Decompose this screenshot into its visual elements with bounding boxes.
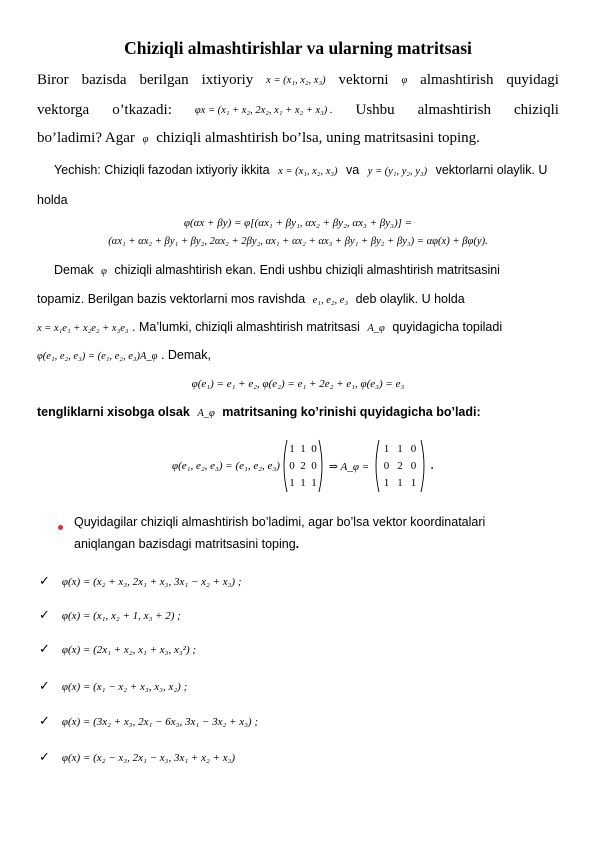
exercise-item [39,748,235,766]
solution-text: Demak [54,263,94,277]
matrix-left-paren [284,440,287,492]
problem-text: bo’ladimi? Agar [37,130,135,146]
problem-text: chiziqli almashtirish bo’lsa, uning matritsasini toping. [156,130,480,146]
matrix-left-paren [376,440,379,492]
matrix-entry: 0 [289,460,295,472]
math-decomposition: x = x₁e₁ + x₂e₂ + x₃e₃ [37,323,129,334]
exercise-line-2 [74,537,299,551]
math-vector-y: y = (y₁, y₂, y₃) [367,166,428,177]
solution-line-2: holda [37,193,68,207]
exercise-item [39,677,187,695]
matrix-entry: 0 [311,460,317,472]
problem-word: ixtiyoriy [201,72,254,88]
problem-word: o’tkazadi: [112,102,172,118]
math-phi: φ [142,134,149,145]
matrix-entry: 1 [383,443,390,455]
matrix-entry: 0 [410,460,417,472]
solution-text: vektorlarni olaylik. U [435,163,548,177]
exercise-formula: φ(x) = (2x₁ + x₂, x₁ + x₃, x₃²) ; [61,644,197,656]
problem-word: vektorni [338,72,389,88]
problem-line-2 [37,102,559,119]
solution-text: tengliklarni xisobga olsak [37,405,190,419]
matrix-entry: 0 [311,443,317,455]
solution-line-1 [54,163,547,177]
problem-word: Ushbu [355,102,395,118]
solution-text: . Ma’lumki, chiziqli almashtirish matritsasi [132,320,360,334]
matrix-entry: 1 [410,477,417,489]
exercise-text: aniqlangan bazisdagi matritsasini toping [74,537,296,551]
matrix-right-paren [319,440,322,492]
matrix-equation-left: φ(e₁, e₂, e₃) = (e₁, e₂, e₃) [172,460,280,472]
checkmark-icon: ✓ [39,608,50,623]
matrix-entry: 1 [289,477,295,489]
solution-text: . Demak, [160,348,211,362]
exercise-item [39,640,196,658]
solution-line-3 [54,263,500,277]
exercise-item [39,606,181,624]
math-matrix-definition: φ(e₁, e₂, e₃) = (e₁, e₂, e₃)A_φ [37,351,158,362]
solution-text: deb olaylik. U holda [355,292,465,306]
exercise-item [39,572,242,590]
problem-word: almashtirish [420,72,494,88]
math-vector-x: x = (x₁, x₂, x₃) [266,75,326,86]
problem-word: berilgan [139,72,189,88]
checkmark-icon: ✓ [39,642,50,657]
exercise-formula: φ(x) = (3x₂ + x₃, 2x₁ − 6x₃, 3x₁ − 3x₂ + x₃) ; [61,716,258,728]
problem-line-1 [37,72,559,89]
problem-word: vektorga [37,102,90,118]
problem-word: Biror [37,72,69,88]
matrix-entry: 2 [397,460,403,472]
exercise-formula: φ(x) = (x₂ + x₃, 2x₁ + x₃, 3x₁ − x₂ + x₃) ; [61,576,242,588]
checkmark-icon: ✓ [39,714,50,729]
exercise-text: . [295,537,300,551]
solution-line-6 [37,348,211,362]
math-vector-x: x = (x₁, x₂, x₃) [278,166,338,177]
math-matrix-symbol: A_φ [197,408,215,419]
page-title: Chiziqli almashtirishlar va ularning matritsasi [124,38,472,58]
math-phi: φ [101,266,107,277]
exercise-formula: φ(x) = (x₁ − x₂ + x₃, x₃, x₂) ; [61,681,188,693]
equation-linearity-1: φ(αx + βy) = φ[(αx₁ + βy₁, αx₂ + βy₂, αx₃ + βy₃)] = [183,217,413,229]
problem-line-3 [37,130,480,147]
matrix-entry: 0 [383,460,390,472]
matrix-left [280,438,326,494]
exercise-formula: φ(x) = (x₂ − x₃, 2x₁ − x₃, 3x₁ + x₂ + x₃) [61,752,236,764]
solution-text: Yechish: Chiziqli fazodan ixtiyoriy ikkita [54,163,270,177]
problem-word: quyidagi [506,72,559,88]
matrix-entry: 1 [397,477,403,489]
exercise-line-1: Quyidagilar chiziqli almashtirish bo’ladimi, agar bo’lsa vektor koordinatalari [74,515,486,529]
solution-text: chiziqli almashtirish ekan. Endi ushbu chiziqli almashtirish matritsasini [114,263,500,277]
math-phi: φ [401,75,408,86]
matrix-entry: 1 [289,443,295,455]
matrix-equation [172,438,434,494]
checkmark-icon: ✓ [39,574,50,589]
exercise-item [39,712,258,730]
math-matrix-symbol: A_φ [367,323,385,334]
matrix-entry: 1 [300,477,306,489]
solution-line-4 [37,292,465,306]
solution-text: matritsaning ko’rinishi quyidagicha bo’ladi: [222,405,481,419]
bullet-icon [58,525,63,530]
equation-basis-images: φ(e₁) = e₁ + e₂, φ(e₂) = e₁ + 2e₂ + e₁, φ(e₃) = e₃ [191,378,405,390]
matrix-entry: 1 [383,477,390,489]
equation-linearity-2: (αx₁ + αx₂ + βy₁ + βy₂, 2αx₂ + 2βy₂, αx₁ + αx₂ + αx₃ + βy₁ + βy₂ + βy₃) = αφ(x) + βφ(y). [108,236,488,247]
math-phi-x: φx = (x₁ + x₂, 2x₂, x₁ + x₂ + x₃) . [194,105,333,116]
matrix-entry: 1 [300,443,306,455]
matrix-entry: 0 [410,443,417,455]
matrix-entry: 1 [311,477,317,489]
matrix-right [372,438,428,494]
checkmark-icon: ✓ [39,750,50,765]
math-basis: e₁, e₂, e₃ [312,295,349,306]
solution-text: va [346,163,360,177]
problem-word: bazisda [81,72,127,88]
solution-text: topamiz. Berilgan bazis vektorlarni mos ravishda [37,292,306,306]
solution-text: quyidagicha topiladi [392,320,503,334]
solution-line-7 [37,405,481,419]
solution-line-5 [37,320,502,334]
checkmark-icon: ✓ [39,679,50,694]
matrix-equation-arrow: ⇒ A_φ = [328,460,370,473]
matrix-equation-end: . [431,460,434,472]
problem-word: almashtirish [417,102,491,118]
matrix-right-paren [421,440,424,492]
matrix-entry: 1 [397,443,403,455]
problem-word: chiziqli [513,102,559,118]
matrix-entry: 2 [300,460,306,472]
exercise-formula: φ(x) = (x₁, x₂ + 1, x₃ + 2) ; [61,610,181,622]
